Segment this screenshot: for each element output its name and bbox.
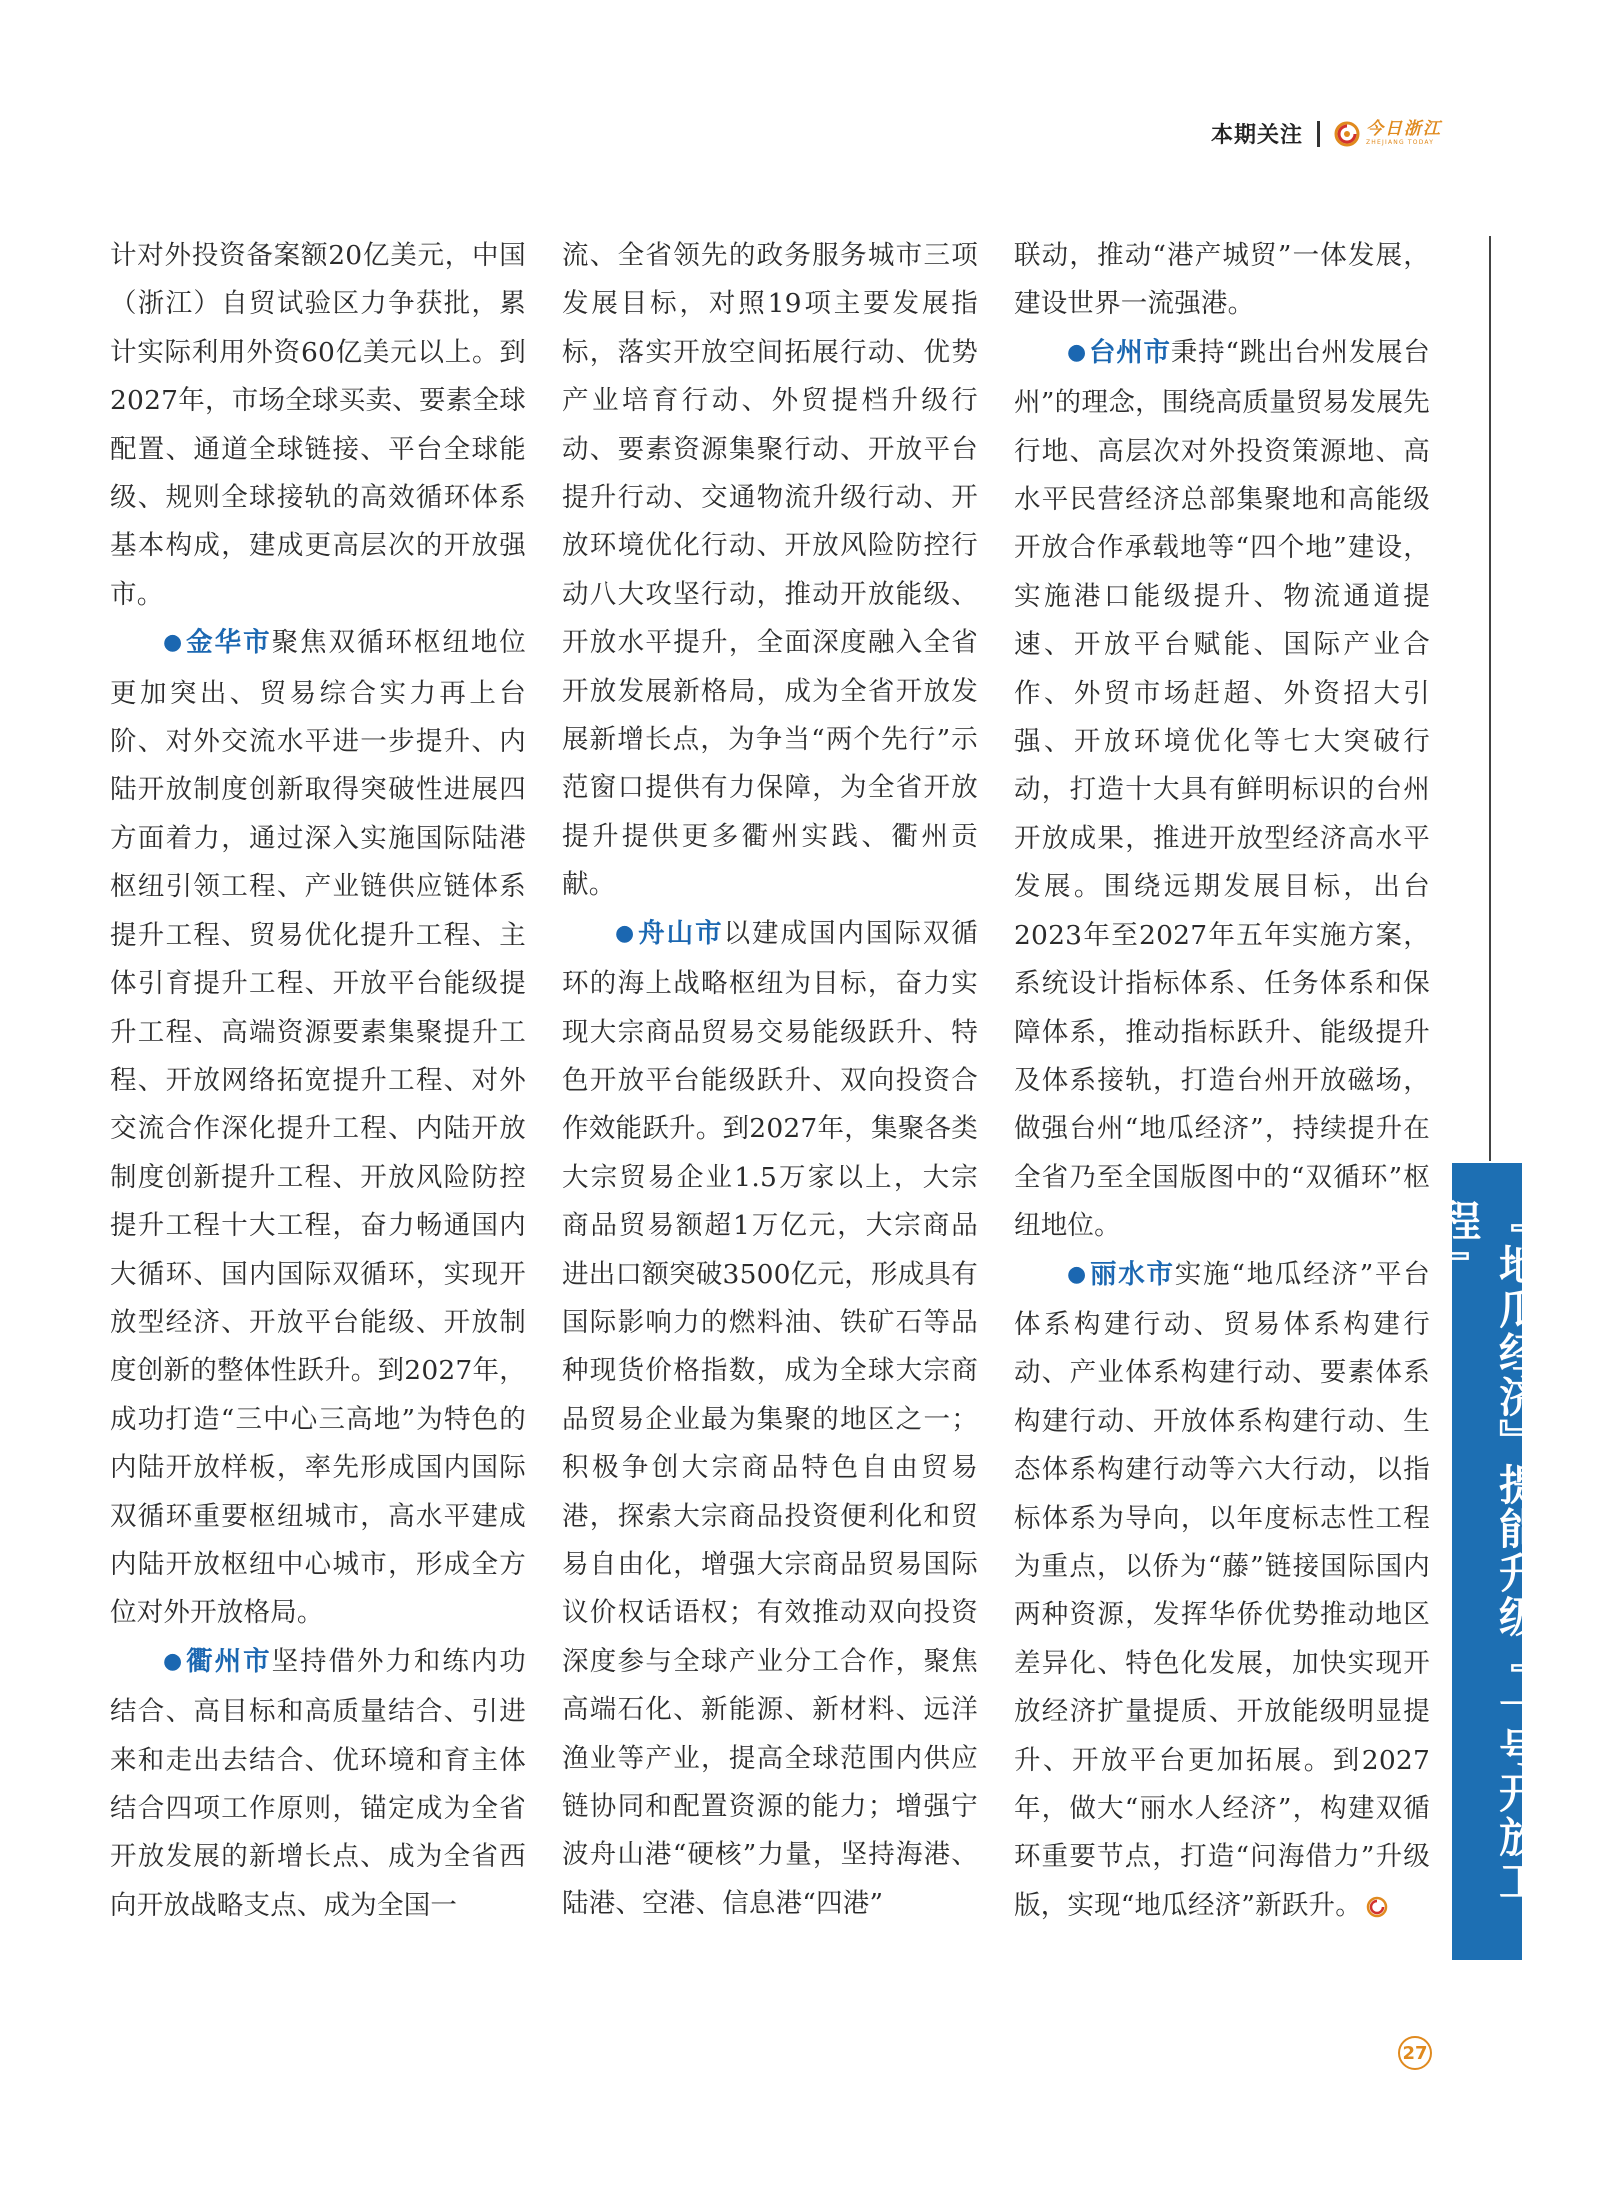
paragraph-lishui [1014,1251,1430,1931]
city-name: 衢州市 [186,1645,272,1677]
paragraph-text: 实施“地瓜经济”平台体系构建行动、贸易体系构建行动、产业体系构建行动、要素体系构建行动、开放体系构建行动、生态体系构建行动等六大行动，以指标体系为导向，以年度标志性工程为重点，以侨为“藤”链接国际国内两种资源，发挥华侨优势推动地区差异化、特色化发展，加快实现开放经济扩量提质、开放能级明显提升、开放平台更加拓展。到2027年，做大“丽水人经济”，构建双循环重要节点，打造“问海借力”升级版，实现“地瓜经济”新跃升。 [1014,1258,1430,1921]
paragraph-text: 秉持“跳出台州发展台州”的理念，围绕高质量贸易发展先行地、高层次对外投资策源地、高水平民营经济总部集聚地和高能级开放合作承载地等“四个地”建设，实施港口能级提升、物流通道提速、开放平台赋能、国际产业合作、外贸市场赶超、外资招大引强、开放环境优化等七大突破行动，打造十大具有鲜明标识的台州开放成果，推进开放型经济高水平发展。围绕远期发展目标，出台2023年至2027年五年实施方案，系统设计指标体系、任务体系和保障体系，推动指标跃升、能级提升及体系接轨，打造台州开放磁场，做强台州“地瓜经济”，持续提升在全省乃至全国版图中的“双循环”枢纽地位。 [1014,336,1430,1242]
paragraph: 计对外投资备案额20亿美元，中国（浙江）自贸试验区力争获批，累计实际利用外资60亿美元以上。到2027年，市场全球买卖、要素全球配置、通道全球链接、平台全球能级、规则全球接轨的高效循环体系基本构成，建成更高层次的开放强市。 [110,240,526,610]
city-name: 台州市 [1088,336,1171,368]
text-column-1 [110,232,526,1930]
text-column-2 [562,232,978,1928]
page-number: 27 [1398,2036,1432,2070]
column-divider-line [1489,236,1491,1161]
paragraph-zhoushan [562,910,978,1929]
page-header [1211,118,1442,149]
end-mark-icon [1366,1896,1388,1918]
side-banner [1433,1163,1542,1960]
logo-en-text: ZHEJIANG TODAY [1366,139,1435,146]
paragraph-text: 坚持借外力和练内功结合、高目标和高质量结合、引进来和走出去结合、优环境和育主体结合四项工作原则，锚定成为全省开放发展的新增长点、成为全省西向开放战略支点、成为全国一 [110,1645,526,1921]
paragraph-jinhua [110,619,526,1638]
bullet-icon: ● [1067,339,1087,365]
paragraph: 联动，推动“港产城贸”一体发展，建设世界一流强港。 [1014,240,1430,320]
bullet-icon: ● [163,630,185,656]
logo-swirl-icon [1334,121,1360,147]
magazine-logo [1334,121,1442,147]
city-name: 舟山市 [638,917,724,949]
bullet-icon: ● [1067,1261,1088,1287]
paragraph-taizhou [1014,329,1430,1251]
paragraph-quzhou [110,1638,526,1930]
header-divider [1317,121,1320,147]
city-name: 丽水市 [1089,1258,1175,1290]
paragraph-text: 以建成国内国际双循环的海上战略枢纽为目标，奋力实现大宗商品贸易交易能级跃升、特色开放平台能级跃升、双向投资合作效能跃升。到2027年，集聚各类大宗贸易企业1.5万家以上，大宗商品贸易额超1万亿元，大宗商品进出口额突破3500亿元，形成具有国际影响力的燃料油、铁矿石等品种现货价格指数，成为全球大宗商品贸易企业最为集聚的地区之一；积极争创大宗商品特色自由贸易港，探索大宗商品投资便利化和贸易自由化，增强大宗商品贸易国际议价权话语权；有效推动双向投资深度参与全球产业分工合作，聚焦高端石化、新能源、新材料、远洋渔业等产业，提高全球范围内供应链协同和配置资源的能力；增强宁波舟山港“硬核”力量，坚持海港、陆港、空港、信息港“四港” [562,917,978,1919]
paragraph: 流、全省领先的政务服务城市三项发展目标，对照19项主要发展指标，落实开放空间拓展行动、优势产业培育行动、外贸提档升级行动、要素资源集聚行动、开放平台提升行动、交通物流升级行动、开放环境优化行动、开放风险防控行动八大攻坚行动，推动开放能级、开放水平提升，全面深度融入全省开放发展新格局，成为全省开放发展新增长点，为争当“两个先行”示范窗口提供有力保障，为全省开放提升提供更多衢州实践、衢州贡献。 [562,240,978,901]
logo-cn-text: 今日浙江 [1366,119,1442,139]
paragraph-text: 聚焦双循环枢纽地位更加突出、贸易综合实力再上台阶、对外交流水平进一步提升、内陆开放制度创新取得突破性进展四方面着力，通过深入实施国际陆港枢纽引领工程、产业链供应链体系提升工程、贸易优化提升工程、主体引育提升工程、开放平台能级提升工程、高端资源要素集聚提升工程、开放网络拓宽提升工程、对外交流合作深化提升工程、内陆开放制度创新提升工程、开放风险防控提升工程十大工程，奋力畅通国内大循环、国内国际双循环，实现开放型经济、开放平台能级、开放制度创新的整体性跃升。到2027年，成功打造“三中心三高地”为特色的内陆开放样板，率先形成国内国际双循环重要枢纽城市，高水平建成内陆开放枢纽中心城市，形成全方位对外开放格局。 [110,627,526,1629]
section-label: 本期关注 [1210,123,1303,148]
banner-title: 『地瓜经济』提能升级『一号开放工程』 [1433,1199,1542,1903]
bullet-icon: ● [163,1648,185,1674]
text-column-3 [1014,232,1430,1930]
bullet-icon: ● [615,920,637,946]
city-name: 金华市 [186,627,272,659]
